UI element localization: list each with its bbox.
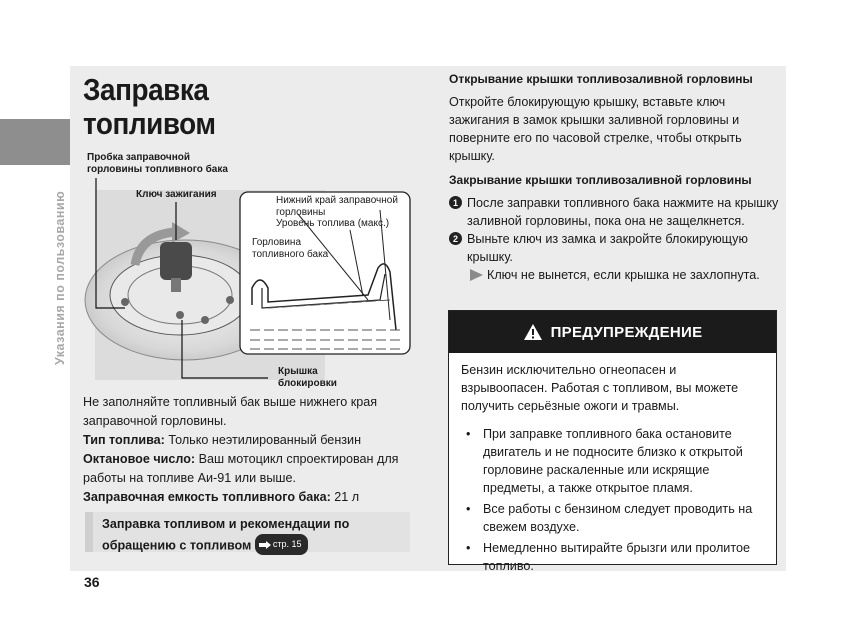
reference-box-bar — [85, 512, 93, 552]
step-text: Выньте ключ из замка и закройте блокирующую крышку. — [467, 232, 748, 264]
warning-triangle-icon — [523, 323, 543, 341]
warning-header — [449, 311, 776, 353]
fuel-type-row: Тип топлива: Только неэтилированный бензин — [83, 433, 362, 447]
page-number: 36 — [84, 574, 100, 590]
page-title-line-1: Заправка — [83, 72, 209, 107]
close-cap-heading: Закрывание крышки топливозаливной горловины — [449, 173, 752, 187]
note-text: Ключ не вынется, если крышка не захлопнута. — [487, 268, 760, 282]
cap-bolt — [121, 298, 129, 306]
arrow-right-icon — [259, 541, 271, 549]
page-reference-link[interactable]: стр. 15 — [255, 534, 308, 555]
label-lower-edge: Нижний край заправочной горловины — [276, 195, 398, 218]
warning-body — [449, 353, 776, 575]
section-tab-label: Указания по пользованию — [53, 190, 67, 365]
page-title-line-2: топливом — [83, 106, 216, 141]
fill-instruction: Не заполняйте топливный бак выше нижнего края заправочной горловины. — [83, 395, 378, 428]
open-cap-heading: Открывание крышки топливозаливной горловины — [449, 72, 753, 86]
warning-list — [461, 425, 766, 575]
fuel-cap-illustration — [80, 150, 420, 390]
step-number-badge: 1 — [449, 196, 462, 209]
step-number-badge: 2 — [449, 232, 462, 245]
ignition-key-head — [160, 242, 192, 280]
cap-bolt — [176, 311, 184, 319]
label-lock-cap: Крышка блокировки — [278, 366, 337, 389]
open-cap-text: Откройте блокирующую крышку, вставьте ключ зажигания в замок крышки заливной горловины и поверните его по часовой стрелке, чтобы открыть крышку. — [449, 95, 742, 163]
right-column — [449, 72, 779, 284]
label-filler-cap: Пробка заправочной горловины топливного бака — [87, 152, 228, 175]
warning-text: Бензин исключительно огнеопасен и взрывоопасен. Работая с топливом, вы можете получить серьёзные ожоги и травмы. — [461, 363, 739, 413]
step-item — [449, 230, 779, 266]
label-neck: Горловина топливного бака — [252, 237, 329, 260]
capacity-row: Заправочная емкость топливного бака: 21 л — [83, 490, 360, 504]
note — [470, 266, 779, 284]
warning-box — [448, 310, 777, 573]
section-tab-marker — [0, 119, 70, 165]
cap-bolt — [226, 296, 234, 304]
label-ignition-key: Ключ зажигания — [136, 189, 217, 200]
reference-text: Заправка топливом и рекомендации по обращению с топливом стр. 15 — [102, 515, 407, 556]
step-text: После заправки топливного бака нажмите на крышку заливной горловины, пока она не защелкнется. — [467, 196, 779, 228]
fuel-specs — [83, 393, 428, 507]
step-item — [449, 194, 779, 230]
octane-row: Октановое число: Ваш мотоцикл спроектирован для работы на топливе Аи-91 или выше. — [83, 452, 399, 485]
ignition-key-shaft — [171, 278, 181, 292]
warning-title: ПРЕДУПРЕЖДЕНИЕ — [550, 323, 703, 341]
list-item: • Немедленно вытирайте брызги или пролитое топливо. — [461, 539, 766, 575]
note-pointer-icon — [470, 269, 483, 281]
list-item: • Все работы с бензином следует проводить на свежем воздухе. — [461, 500, 766, 536]
label-fuel-level: Уровень топлива (макс.) — [276, 218, 390, 229]
cap-bolt — [201, 316, 209, 324]
page-title — [83, 73, 216, 141]
list-item: • При заправке топливного бака остановите двигатель и не подносите близко к открытой горловине раскаленные или искрящие предметы, а также открытое пламя. — [461, 425, 766, 497]
